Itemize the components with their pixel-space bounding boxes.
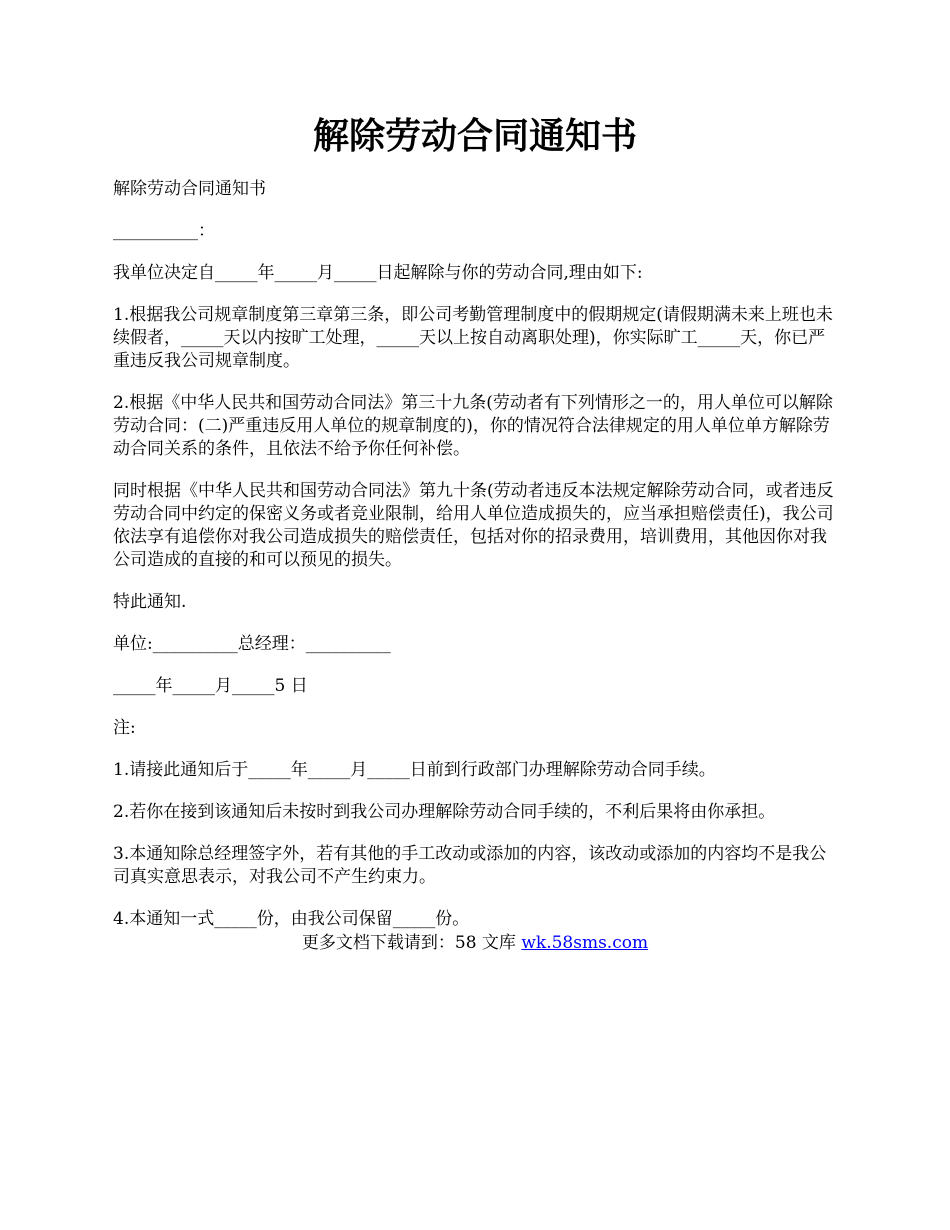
paragraph-note-4: 4.本通知一式_____份，由我公司保留_____份。 [113,909,470,929]
document-title: 解除劳动合同通知书 [312,115,637,157]
paragraph-decision: 我单位决定自_____年_____月_____日起解除与你的劳动合同,理由如下: [113,263,643,283]
paragraph-date: _____年_____月_____5 日 [113,676,308,696]
paragraph-note-3: 3.本通知除总经理签字外，若有其他的手工改动或添加的内容，该改动或添加的内容均不是我公司真实意思表示，对我公司不产生约束力。 [113,844,827,887]
document-body [113,178,841,950]
paragraph-reason-3: 同时根据《中华人民共和国劳动合同法》第九十条(劳动者违反本法规定解除劳动合同，或者违反劳动合同中约定的保密义务或者竞业限制，给用人单位造成损失的，应当承担赔偿责任)，我公司依法享有追偿你对我公司造成损失的赔偿责任，包括对你的招录费用，培训费用，其他因你对我公司造成的直接的和可以预见的损失。 [113,481,834,570]
paragraph-subtitle: 解除劳动合同通知书 [113,179,266,199]
paragraph-addressee: __________： [113,221,215,241]
paragraph-note-heading: 注: [113,718,136,738]
paragraph-note-1: 1.请接此通知后于_____年_____月_____日前到行政部门办理解除劳动合同手续。 [113,760,716,780]
paragraph-reason-2: 2.根据《中华人民共和国劳动合同法》第三十九条(劳动者有下列情形之一的，用人单位可以解除劳动合同：(二)严重违反用人单位的规章制度的)，你的情况符合法律规定的用人单位单方解除劳动合同关系的条件，且依法不给予你任何补偿。 [113,393,833,459]
paragraph-notice: 特此通知. [113,592,187,612]
paragraph-note-2: 2.若你在接到该通知后未按时到我公司办理解除劳动合同手续的，不利后果将由你承担。 [113,802,776,822]
footer-text: 更多文档下载请到：58 文库 [301,933,522,953]
footer-link[interactable]: wk.58sms.com [521,933,649,953]
paragraph-signature: 单位:__________总经理：__________ [113,634,391,654]
paragraph-reason-1: 1.根据我公司规章制度第三章第三条，即公司考勤管理制度中的假期规定(请假期满未来上班也未续假者，_____天以内按旷工处理，_____天以上按自动离职处理)，你实际旷工_____天，你已严重违反我公司规章制度。 [113,305,833,371]
download-footer [0,932,950,955]
